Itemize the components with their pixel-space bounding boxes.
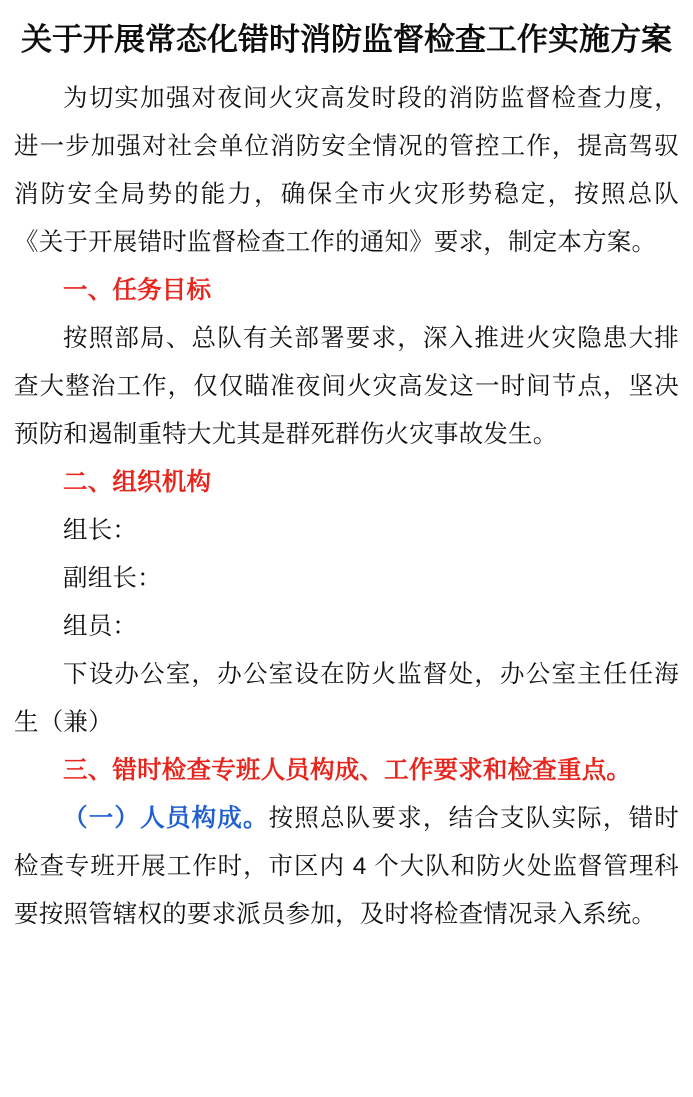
subsection-lead-label: （一）人员构成。: [63, 805, 269, 832]
paragraph-task-goal: 按照部局、总队有关部署要求，深入推进火灾隐患大排查大整治工作，仅仅瞄准夜间火灾高发这一时间节点，坚决预防和遏制重特大尤其是群死群伤火灾事故发生。: [14, 325, 679, 448]
section-heading-one: 一、任务目标: [63, 277, 212, 304]
page-title: 关于开展常态化错时消防监督检查工作实施方案: [21, 22, 672, 57]
paragraph-intro: 为切实加强对夜间火灾高发时段的消防监督检查力度，进一步加强对社会单位消防安全情况的管控工作，提高驾驭消防安全局势的能力，确保全市火灾形势稳定，按照总队《关于开展错时监督检查工作的通知》要求，制定本方案。: [14, 85, 679, 256]
paragraph-personnel-composition: [14, 795, 679, 939]
paragraph-deputy-leader: 副组长：: [63, 565, 162, 592]
paragraph-office: 下设办公室，办公室设在防火监督处，办公室主任任海生（兼）: [14, 661, 679, 736]
section-heading-three: 三、错时检查专班人员构成、工作要求和检查重点。: [63, 757, 632, 784]
paragraph-members: 组员：: [63, 613, 138, 640]
section-heading-two: 二、组织机构: [63, 469, 212, 496]
subsection-body-text: 按照总队要求，结合支队实际，错时检查专班开展工作时，市区内 4 个大队和防火处监督管理科要按照管辖权的要求派员参加，及时将检查情况录入系统。: [14, 805, 679, 928]
paragraph-group-leader: 组长：: [63, 517, 138, 544]
